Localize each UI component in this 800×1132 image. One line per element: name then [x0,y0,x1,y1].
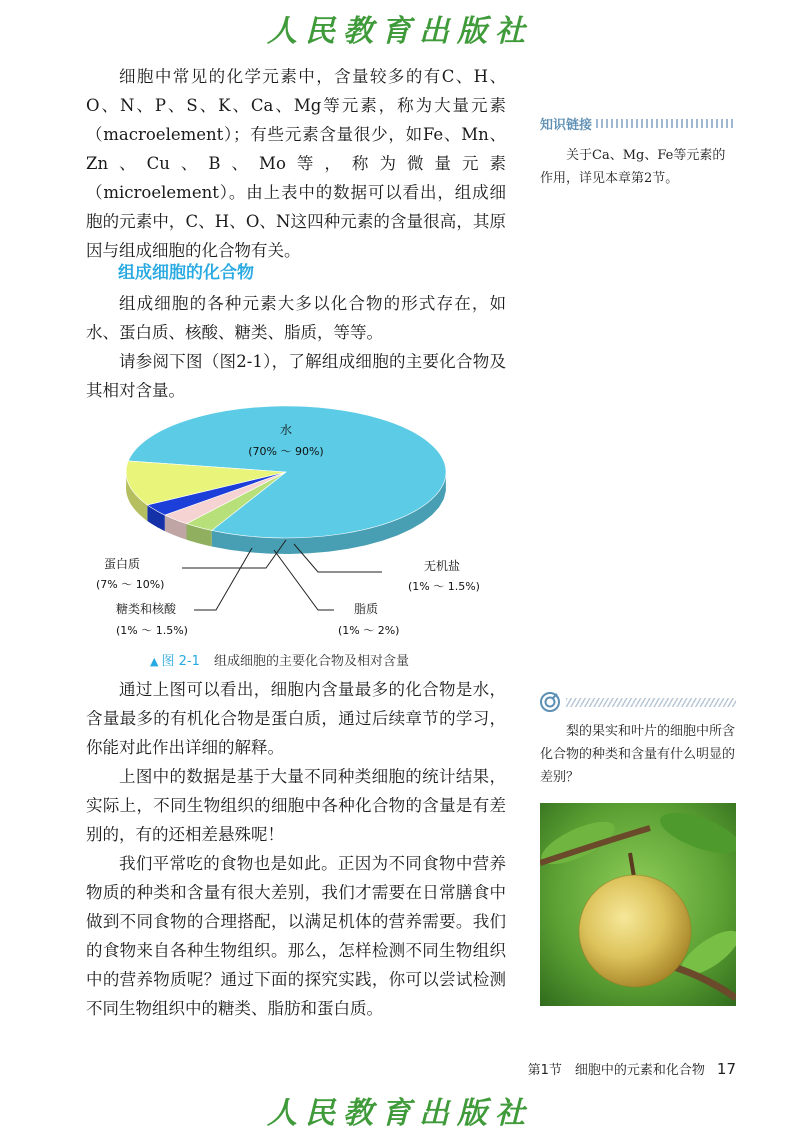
paragraph-statistics: 上图中的数据是基于大量不同种类细胞的统计结果，实际上，不同生物组织的细胞中各种化合物的含量是有差别的，有的还相差悬殊呢！ [86,767,506,844]
question-icon [540,692,560,712]
knowledge-link-label: 知识链接 [540,117,593,133]
label-water-range: (70% ～ 90%) [248,445,324,458]
label-water: 水 [279,423,293,437]
question-heading [540,690,736,714]
figure-caption [150,650,409,669]
figure-number: 图 2-1 [161,654,200,669]
label-lipid-range: (1% ～ 2%) [338,624,400,637]
label-protein: 蛋白质 [104,557,141,571]
hatch-divider [566,698,736,707]
paragraph-analysis: 通过上图可以看出，细胞内含量最多的化合物是水，含量最多的有机化合物是蛋白质，通过后续章节的学习，你能对此作出详细的解释。 [86,680,506,757]
paragraph-compounds: 组成细胞的各种元素大多以化合物的形式存在，如水、蛋白质、核酸、糖类、脂质，等等。 [86,294,506,342]
page-number: 17 [716,1060,736,1078]
leader-sugar [194,548,252,610]
label-protein-range: (7% ～ 10%) [96,578,165,591]
label-salt: 无机盐 [424,559,461,573]
knowledge-link-text: 关于Ca、Mg、Fe等元素的作用，详见本章第2节。 [540,148,726,186]
label-sugar-range: (1% ～ 1.5%) [116,624,188,637]
paragraph-elements: 细胞中常见的化学元素中，含量较多的有C、H、O、N、P、S、K、Ca、Mg等元素，称为大量元素（macroelement）；有些元素含量很少，如Fe、Mn、Zn、Cu、B、Mo等，称为微量元素（microelement）。由上表中的数据可以看出，组成细胞的元素中，C、H、O、N这四种元素的含量很高，其原因与组成细胞的化合物有关。 [86,67,506,260]
section-title: 组成细胞的化合物 [118,263,254,283]
chevron-divider [596,119,736,128]
pear-photo [540,803,736,1006]
label-sugar-nucleic: 糖类和核酸 [116,602,177,616]
publisher-logo-bottom: 人民教育出版社 [267,1096,533,1131]
page-footer [528,1059,736,1078]
knowledge-link-heading [540,113,736,133]
triangle-icon: ▲ [150,655,159,668]
paragraph-food: 我们平常吃的食物也是如此。正因为不同食物中营养物质的种类和含量有很大差别，我们才需要在日常膳食中做到不同食物的合理搭配，以满足机体的营养需要。我们的食物来自各种生物组织。那么，怎样检测不同生物组织中的营养物质呢？通过下面的探究实践，你可以尝试检测不同生物组织中的糖类、脂肪和蛋白质。 [86,854,506,1018]
paragraph-see-figure: 请参阅下图（图2-1），了解组成细胞的主要化合物及其相对含量。 [86,352,506,400]
footer-section: 第1节 细胞中的元素和化合物 [527,1063,705,1078]
label-lipid: 脂质 [354,602,379,616]
label-salt-range: (1% ～ 1.5%) [408,580,480,593]
pie-chart [86,400,506,640]
publisher-logo-top: 人民教育出版社 [267,14,533,49]
leader-lipid [274,550,334,610]
figure-caption-text: 组成细胞的主要化合物及相对含量 [213,654,409,669]
question-text: 梨的果实和叶片的细胞中所含化合物的种类和含量有什么明显的差别？ [540,724,736,785]
